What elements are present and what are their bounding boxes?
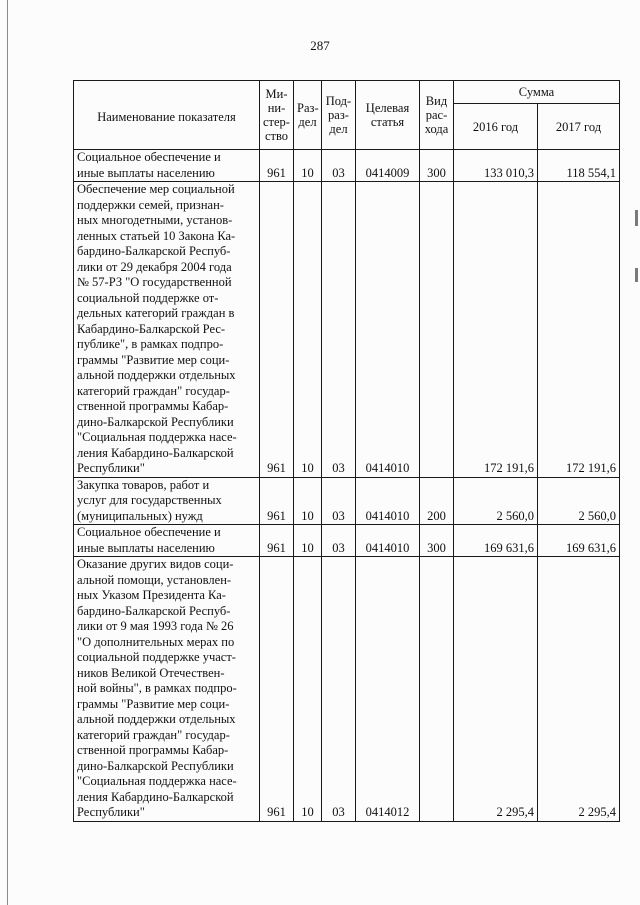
row-name-cell: Обеспечение мер социальной поддержки семей, признан- ных многодетными, установ- ленных статьей 10 Закона Ка- бардино-Балкарской Респуб- лики от 29 декабря 2004 года № 57-РЗ "О государственной социальной поддержке от- дельных категорий граждан в Кабардино-Балкарской Рес- публике", в рамках подпро- граммы "Развитие мер соци- альной поддержки отдельных категорий граждан" государ- ственной программы Кабар- дино-Балкарской Республики "Социальная поддержка насе- ления Кабардино-Балкарской Республики"	[74, 182, 260, 478]
row-name-cell: Закупка товаров, работ и услуг для государственных (муниципальных) нужд	[74, 477, 260, 525]
row-section-cell: 10	[294, 525, 322, 557]
row-expense-cell: 300	[420, 525, 454, 557]
row-expense-cell	[420, 182, 454, 478]
row-subsection-cell: 03	[322, 182, 356, 478]
table-row	[74, 150, 620, 182]
table-row	[74, 182, 620, 478]
row-name-cell: Оказание других видов соци- альной помощи, установлен- ных Указом Президента Ка- бардино-Балкарской Респуб- лики от 9 мая 1993 года № 26 "О дополнительных мерах по социальной поддержке участ- ников Великой Отечествен- ной войны", в рамках подпро- граммы "Развитие мер соци- альной поддержки отдельных категорий граждан" государ- ственной программы Кабар- дино-Балкарской Республики "Социальная поддержка насе- ления Кабардино-Балкарской Республики"	[74, 557, 260, 822]
row-subsection-cell: 03	[322, 150, 356, 182]
header-name: Наименование показателя	[74, 81, 260, 150]
row-2017-cell: 169 631,6	[538, 525, 620, 557]
row-2016-cell: 2 295,4	[454, 557, 538, 822]
row-section-cell: 10	[294, 477, 322, 525]
row-2017-cell: 2 560,0	[538, 477, 620, 525]
header-subsection: Под- раз- дел	[322, 81, 356, 150]
row-2016-cell: 2 560,0	[454, 477, 538, 525]
header-year-2016: 2016 год	[454, 104, 538, 150]
header-year-2017: 2017 год	[538, 104, 620, 150]
row-subsection-cell: 03	[322, 477, 356, 525]
header-sum: Сумма	[454, 81, 620, 104]
row-name-cell: Социальное обеспечение и иные выплаты населению	[74, 150, 260, 182]
row-section-cell: 10	[294, 150, 322, 182]
row-ministry-cell: 961	[260, 182, 294, 478]
row-subsection-cell: 03	[322, 557, 356, 822]
budget-table	[73, 80, 620, 822]
row-2017-cell: 172 191,6	[538, 182, 620, 478]
row-expense-cell: 300	[420, 150, 454, 182]
row-section-cell: 10	[294, 557, 322, 822]
page-number: 287	[310, 38, 330, 53]
header-target: Целевая статья	[356, 81, 420, 150]
header-ministry: Ми- ни- стер- ство	[260, 81, 294, 150]
row-2016-cell: 169 631,6	[454, 525, 538, 557]
row-ministry-cell: 961	[260, 557, 294, 822]
scan-edge-mark	[635, 210, 638, 226]
row-target-cell: 0414010	[356, 477, 420, 525]
header-section: Раз- дел	[294, 81, 322, 150]
row-section-cell: 10	[294, 182, 322, 478]
scan-edge-mark	[635, 268, 638, 282]
row-target-cell: 0414009	[356, 150, 420, 182]
scan-edge-line	[7, 0, 8, 905]
table-row	[74, 477, 620, 525]
row-subsection-cell: 03	[322, 525, 356, 557]
row-ministry-cell: 961	[260, 477, 294, 525]
row-target-cell: 0414012	[356, 557, 420, 822]
row-expense-cell	[420, 557, 454, 822]
row-2016-cell: 133 010,3	[454, 150, 538, 182]
row-expense-cell: 200	[420, 477, 454, 525]
row-ministry-cell: 961	[260, 150, 294, 182]
row-name-cell: Социальное обеспечение и иные выплаты населению	[74, 525, 260, 557]
row-2017-cell: 2 295,4	[538, 557, 620, 822]
row-2017-cell: 118 554,1	[538, 150, 620, 182]
row-target-cell: 0414010	[356, 525, 420, 557]
row-2016-cell: 172 191,6	[454, 182, 538, 478]
row-target-cell: 0414010	[356, 182, 420, 478]
table-body	[74, 150, 620, 822]
table-row	[74, 557, 620, 822]
row-ministry-cell: 961	[260, 525, 294, 557]
header-expense-type: Вид рас- хода	[420, 81, 454, 150]
table-row	[74, 525, 620, 557]
